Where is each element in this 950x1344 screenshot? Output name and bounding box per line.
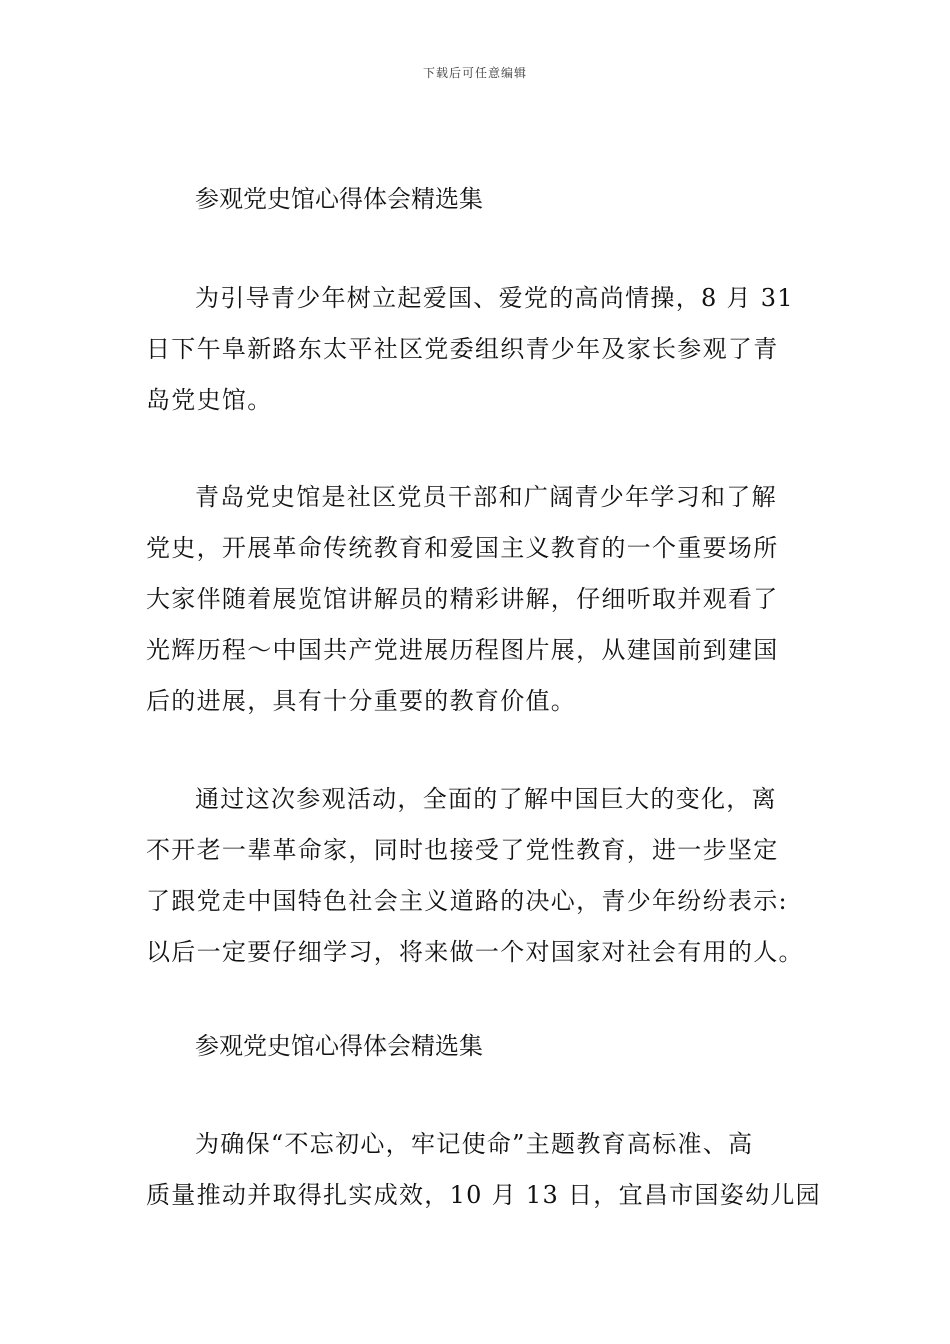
paragraph-line: 后的进展，具有十分重要的教育价值。 [146, 687, 577, 715]
paragraph-line: 不开老一辈革命家，同时也接受了党性教育，进一步坚定 [146, 836, 779, 864]
paragraph-line: 了跟党走中国特色社会主义道路的决心，青少年纷纷表示: [146, 887, 788, 915]
paragraph-line: 为确保“不忘初心，牢记使命”主题教育高标准、高 [195, 1130, 754, 1158]
paragraph-line: 日下午阜新路东太平社区党委组织青少年及家长参观了青 [146, 335, 779, 363]
paragraph [146, 1119, 821, 1221]
paragraph-line: 为引导青少年树立起爱国、爱党的高尚情操，8 月 31 [195, 284, 794, 312]
paragraph-line: 岛党史馆。 [146, 386, 273, 414]
page-header: 下载后可任意编辑 [422, 66, 527, 80]
paragraph-line: 青岛党史馆是社区党员干部和广阔青少年学习和了解 [195, 483, 777, 511]
paragraph-line: 党史，开展革命传统教育和爱国主义教育的一个重要场所 [146, 534, 779, 562]
paragraph-line: 质量推动并取得扎实成效，10 月 13 日，宜昌市国姿幼儿园 [146, 1181, 821, 1209]
paragraph [146, 774, 811, 978]
section-heading: 参观党史馆心得体会精选集 [195, 185, 483, 213]
paragraph-line: 通过这次参观活动，全面的了解中国巨大的变化，离 [195, 785, 777, 813]
paragraph-line: 以后一定要仔细学习，将来做一个对国家对社会有用的人。 [146, 938, 804, 966]
section-heading: 参观党史馆心得体会精选集 [195, 1032, 483, 1060]
paragraph [146, 472, 811, 727]
paragraph-line: 大家伴随着展览馆讲解员的精彩讲解，仔细听取并观看了 [146, 585, 779, 613]
paragraph-line: 光辉历程～中国共产党进展历程图片展，从建国前到建国 [146, 636, 779, 664]
paragraph [146, 273, 811, 426]
